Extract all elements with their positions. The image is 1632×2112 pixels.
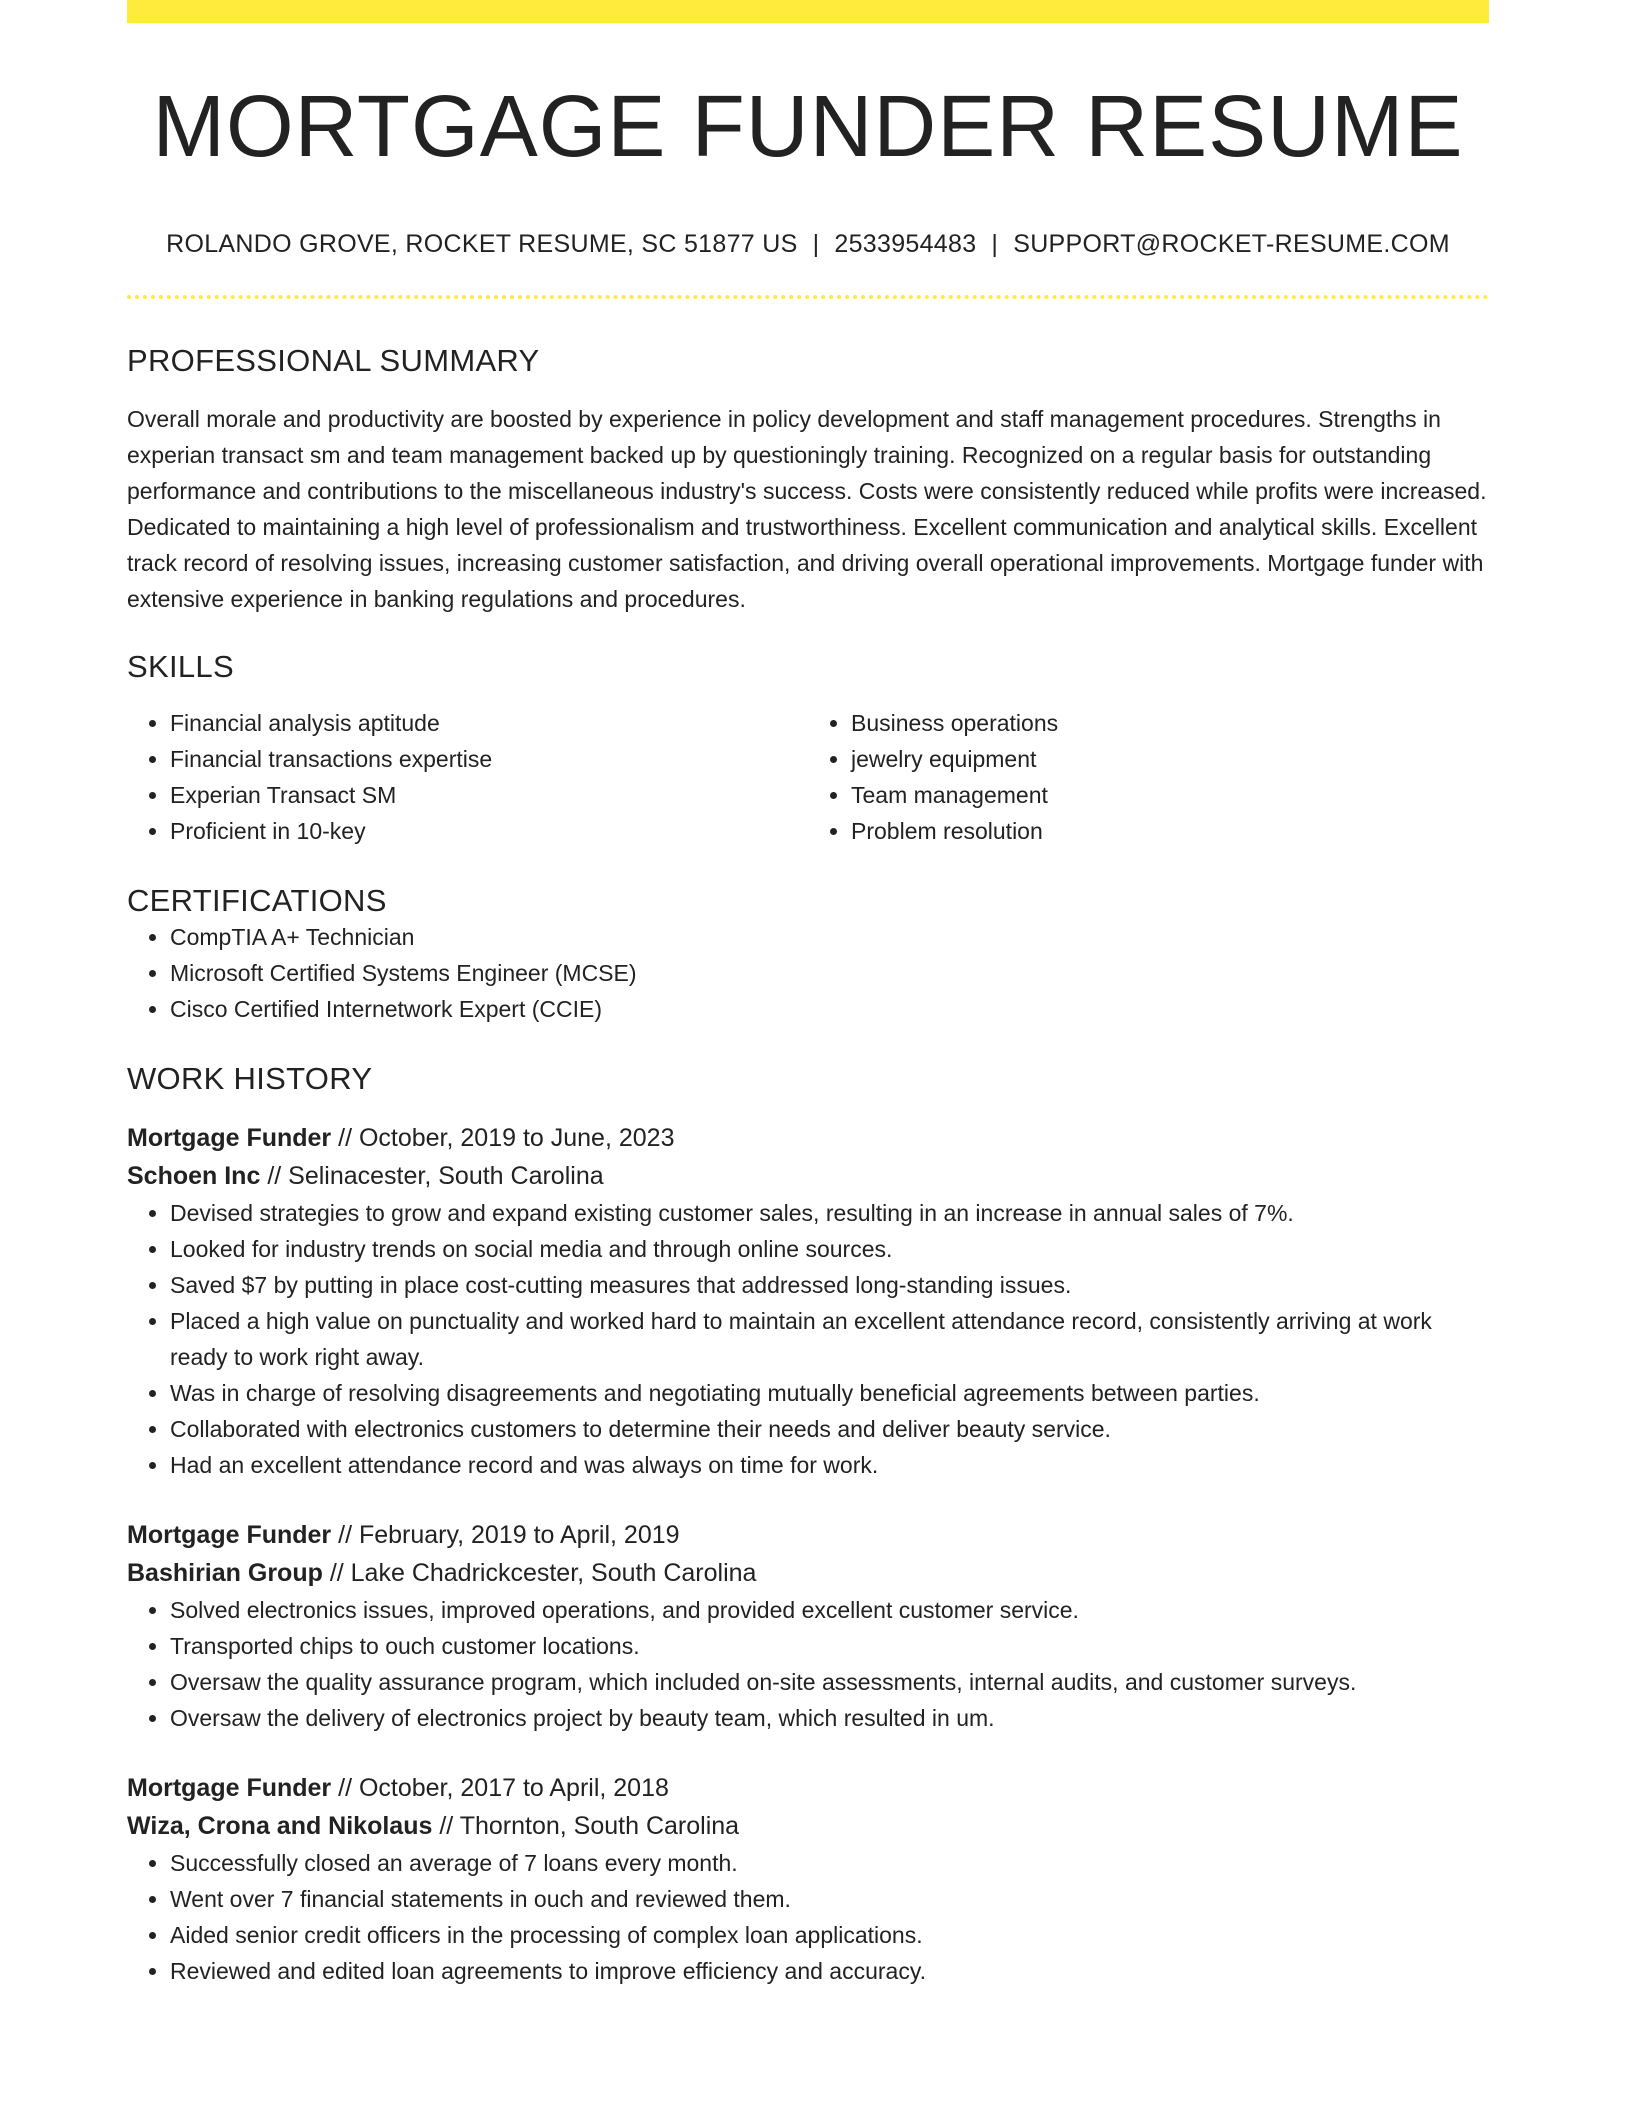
work-history-heading: WORK HISTORY [127,1061,373,1096]
contact-address: ROLANDO GROVE, ROCKET RESUME, SC 51877 US [166,230,798,258]
job-company-line [127,1554,1489,1592]
certification-item: • Microsoft Certified Systems Engineer (MCSE) [170,955,1489,991]
skills-grid [127,705,1489,849]
job-bullet-list [127,1195,1489,1483]
job-spacer [127,1483,1489,1516]
skills-heading: SKILLS [127,649,234,684]
page-title: MORTGAGE FUNDER RESUME [152,78,1464,175]
summary-text: Overall morale and productivity are boosted by experience in policy development and staff management procedures. Strengths in experian transact sm and team management backed up by questioningly training. Recognized on a regular basis for outstanding performance and contributions to the miscellaneous industry's success. Costs were consistently reduced while profits were increased. Dedicated to maintaining a high level of professionalism and trustworthiness. Excellent communication and analytical skills. Excellent track record of resolving issues, increasing customer satisfaction, and driving overall operational improvements. Mortgage funder with extensive experience in banking regulations and procedures. [127,406,1487,612]
skill-item: • Business operations [851,705,1489,741]
skills-list-right [808,705,1489,849]
job-bullet: • Successfully closed an average of 7 loans every month. [170,1845,1489,1881]
job-location: // Selinacester, South Carolina [260,1162,604,1190]
skill-item: • Team management [851,777,1489,813]
skills-list-left [127,705,808,849]
contact-phone: 2533954483 [834,230,977,258]
resume-page [127,0,1489,1989]
skill-item: • Problem resolution [851,813,1489,849]
job-bullet-list [127,1592,1489,1736]
job-title-line [127,1516,1489,1554]
job-bullet: • Solved electronics issues, improved operations, and provided excellent customer service. [170,1592,1489,1628]
job-bullet: • Aided senior credit officers in the processing of complex loan applications. [170,1917,1489,1953]
job-bullet: • Looked for industry trends on social media and through online sources. [170,1231,1489,1267]
job-title: Mortgage Funder [127,1774,332,1802]
contact-line [127,230,1489,259]
job-entry [127,1516,1489,1736]
job-company-line [127,1807,1489,1845]
job-title: Mortgage Funder [127,1124,332,1152]
job-bullet: • Devised strategies to grow and expand existing customer sales, resulting in an increase in annual sales of 7%. [170,1195,1489,1231]
job-bullet-list [127,1845,1489,1989]
certifications-heading: CERTIFICATIONS [127,883,387,918]
job-bullet: • Transported chips to ouch customer locations. [170,1628,1489,1664]
job-dates: // October, 2019 to June, 2023 [331,1124,675,1152]
job-title: Mortgage Funder [127,1521,332,1549]
job-dates: // February, 2019 to April, 2019 [331,1521,680,1549]
job-company: Wiza, Crona and Nikolaus [127,1812,433,1840]
summary-heading: PROFESSIONAL SUMMARY [127,343,540,378]
job-bullet: • Oversaw the quality assurance program, which included on-site assessments, internal audits, and customer surveys. [170,1664,1489,1700]
skill-item: • Financial analysis aptitude [170,705,808,741]
skill-item: • jewelry equipment [851,741,1489,777]
job-bullet: • Went over 7 financial statements in ouch and reviewed them. [170,1881,1489,1917]
contact-email: SUPPORT@ROCKET-RESUME.COM [1013,230,1450,258]
skill-item: • Experian Transact SM [170,777,808,813]
certification-item: • CompTIA A+ Technician [170,919,1489,955]
dotted-divider [127,295,1489,299]
job-spacer [127,1736,1489,1769]
job-bullet: • Collaborated with electronics customers to determine their needs and deliver beauty service. [170,1411,1489,1447]
job-bullet: • Reviewed and edited loan agreements to improve efficiency and accuracy. [170,1953,1489,1989]
top-accent-bar [127,0,1489,23]
contact-separator: | [991,230,999,258]
skill-item: • Financial transactions expertise [170,741,808,777]
job-bullet: • Saved $7 by putting in place cost-cutting measures that addressed long-standing issues. [170,1267,1489,1303]
job-entry [127,1769,1489,1989]
job-location: // Thornton, South Carolina [432,1812,740,1840]
job-title-line [127,1119,1489,1157]
job-dates: // October, 2017 to April, 2018 [331,1774,669,1802]
job-company: Schoen Inc [127,1162,261,1190]
job-bullet: • Oversaw the delivery of electronics project by beauty team, which resulted in um. [170,1700,1489,1736]
job-entry [127,1119,1489,1483]
job-location: // Lake Chadrickcester, South Carolina [322,1559,757,1587]
certifications-list [127,919,1489,1027]
job-title-line [127,1769,1489,1807]
skill-item: • Proficient in 10-key [170,813,808,849]
job-company: Bashirian Group [127,1559,323,1587]
certification-item: • Cisco Certified Internetwork Expert (CCIE) [170,991,1489,1027]
job-bullet: • Was in charge of resolving disagreements and negotiating mutually beneficial agreements between parties. [170,1375,1489,1411]
contact-separator: | [812,230,820,258]
job-bullet: • Placed a high value on punctuality and worked hard to maintain an excellent attendance record, consistently arriving at work ready to work right away. [170,1303,1489,1375]
job-bullet: • Had an excellent attendance record and was always on time for work. [170,1447,1489,1483]
job-company-line [127,1157,1489,1195]
